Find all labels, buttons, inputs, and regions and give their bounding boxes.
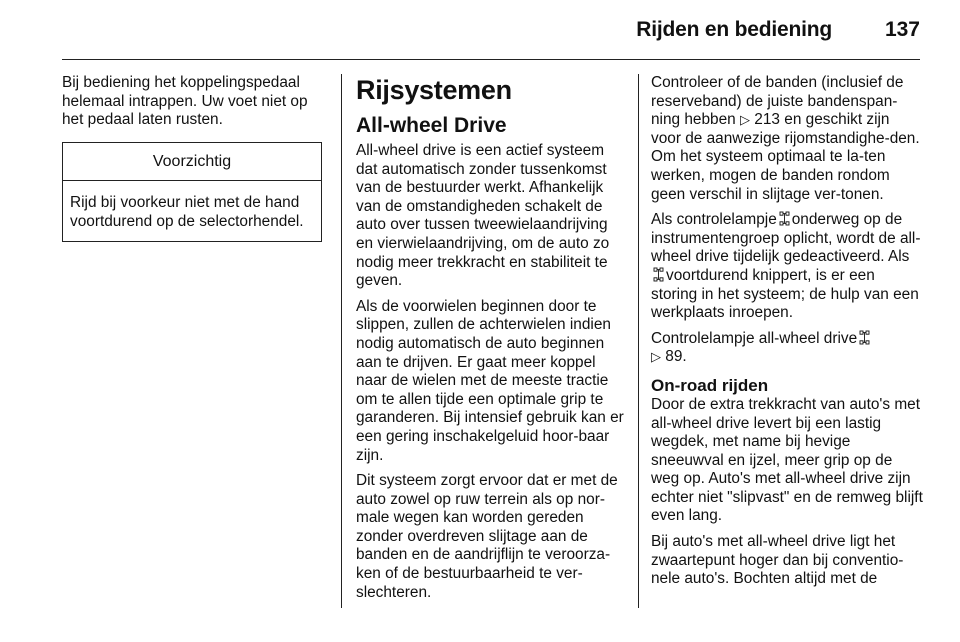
warning-lamp-paragraph [651,211,923,323]
reference-arrow-icon: ▷ [651,349,661,365]
awd-lamp-icon [779,211,790,226]
caution-box [62,142,322,242]
reference-arrow-icon: ▷ [740,112,751,128]
header-divider [62,59,920,60]
tire-pressure-paragraph [651,74,923,204]
text-span: onderweg op de instrumentengroep oplicht, wordt de all-wheel drive tijdelijk gedeactiveerd. Als [651,211,921,266]
page-number: 137 [884,18,920,41]
subsubsection-title: On-road rijden [651,375,769,395]
page-reference[interactable]: 213 [754,111,780,129]
text-span: Controlelampje all-wheel drive [651,329,858,347]
awd-lamp-icon [859,330,870,345]
column-divider-2 [638,74,639,608]
text-span: Als controlelampje [651,211,777,229]
paragraph: Door de extra trekkracht van auto's met all-wheel drive levert bij een lastig wegdek, met name bij hevige sneeuwval en ijzel, meer grip op de weg op. Auto's met all-wheel drive zijn echter niet "slipvast" en de remweg blijft even lang. [651,395,923,525]
page-header [0,14,920,50]
subsection-title: All-wheel Drive [356,114,507,137]
awd-lamp-icon [653,267,664,282]
section-title: Rijsystemen [356,75,512,105]
running-header-title: Rijden en bediening [636,18,832,41]
column-middle [356,74,624,609]
page-reference[interactable]: 89. [665,348,687,366]
intro-paragraph: Bij bediening het koppelingspedaal helemaal intrappen. Uw voet niet op het pedaal laten rusten. [62,74,308,129]
paragraph: Als de voorwielen beginnen door te slippen, zullen de achterwielen indien nodig automatisch de auto beginnen aan te drijven. Er gaat meer koppel naar de wielen met de meeste tractie om te allen tijde een optimale grip te garanderen. Bij intensief gebruik kan er een gering inschakelgeluid hoor-baar zijn. [356,297,624,464]
paragraph: All-wheel drive is een actief systeem dat automatisch zonder tussenkomst van de bestuurder werkt. Afhankelijk van de omstandigheden schakelt de auto over tussen tweewielaandrijving en vierwielaandrijving, om de auto zo nodig meer trekkracht en stabiliteit te geven. [356,142,610,290]
text-span: voortdurend knippert, is er een storing in het systeem; de hulp van een werkplaats inroepen. [651,266,919,322]
caution-title: Voorzichtig [63,143,321,182]
caution-body: Rijd bij voorkeur niet met de hand voortdurend op de selectorhendel. [70,194,304,230]
column-left [62,74,324,242]
text-span: Controleer of de banden (inclusief de reserveband) de juiste bandenspan-ning hebben [651,74,904,129]
lamp-reference-paragraph [651,330,923,367]
paragraph: Dit systeem zorgt ervoor dat er met de auto zowel op ruw terrein als op nor-male wegen kan worden gereden zonder overdreven slijtage aan de banden en de aandrijflijn te veroorza-ken of de bestuurbaarheid te ver-slechteren. [356,472,618,601]
column-divider-1 [341,74,342,608]
column-right [651,74,923,596]
text-span: en geschikt zijn voor de aanwezige rijomstandighe-den. Om het systeem optimaal te la-ten werken, mogen de banden rondom geen verschil in slijtage ver-tonen. [651,111,920,203]
paragraph: Bij auto's met all-wheel drive ligt het zwaartepunt hoger dan bij conventio-nele auto's. Bochten altijd met de [651,533,904,588]
